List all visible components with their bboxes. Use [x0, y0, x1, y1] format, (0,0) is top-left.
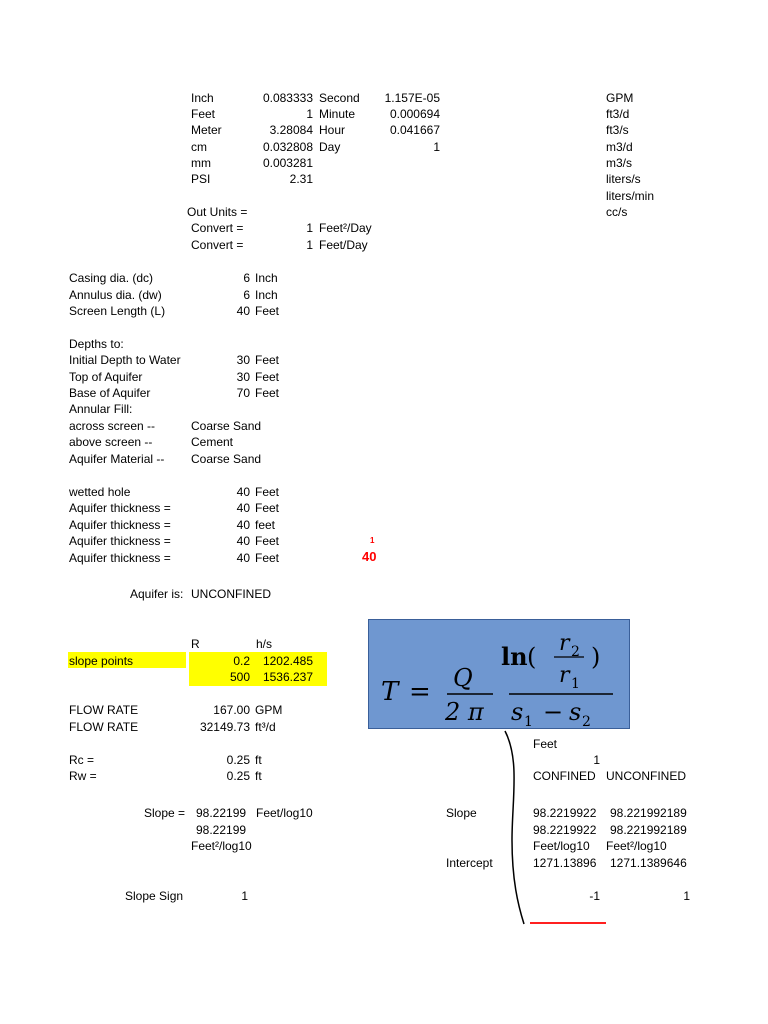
- red-flag-small: 1: [370, 536, 375, 545]
- base-aquifer-unit: Feet: [255, 386, 280, 400]
- thickness-unit: Feet: [255, 501, 280, 515]
- slope-unit-2: Feet²/log10: [191, 839, 252, 853]
- intercept-unconfined: 1271.1389646: [610, 856, 687, 870]
- flow-unit: m3/d: [606, 140, 633, 154]
- thickness-value: 40: [236, 551, 250, 565]
- time-unit: Day: [319, 140, 341, 154]
- time-unit: Hour: [319, 123, 346, 137]
- rw-label: Rw =: [69, 769, 97, 783]
- thickness-unit: Feet: [255, 534, 280, 548]
- svg-text:ln: ln: [501, 642, 528, 671]
- length-unit: PSI: [191, 172, 211, 186]
- slope-confined-2: 98.2219922: [533, 823, 597, 837]
- length-unit: Feet: [191, 107, 216, 121]
- col-unconfined-header: UNCONFINED: [606, 769, 686, 783]
- sign-confined: -1: [589, 889, 600, 903]
- flow-unit: ft3/d: [606, 107, 630, 121]
- base-aquifer-value: 70: [236, 386, 250, 400]
- red-thickness-value: 40: [362, 549, 377, 564]
- rc-unit: ft: [255, 753, 262, 767]
- across-screen-value: Coarse Sand: [191, 419, 262, 433]
- aquifer-material-value: Coarse Sand: [191, 452, 262, 466]
- initial-depth-label: Initial Depth to Water: [69, 353, 181, 367]
- slope-point-hs: 1536.237: [262, 670, 313, 684]
- length-factor: 1: [306, 107, 313, 121]
- thickness-label: Aquifer thickness =: [69, 551, 171, 565]
- time-unit: Minute: [319, 107, 356, 121]
- flow-rate-unit: ft³/d: [255, 720, 276, 734]
- annulus-unit: Inch: [255, 288, 278, 302]
- thickness-unit: Feet: [255, 551, 280, 565]
- red-underline-mark: [530, 922, 606, 924]
- length-unit: cm: [191, 140, 207, 154]
- flow-unit: liters/s: [606, 172, 641, 186]
- slope-points-label: slope points: [69, 654, 134, 668]
- time-factor: 1.157E-05: [384, 91, 440, 105]
- length-unit: Meter: [191, 123, 222, 137]
- intercept-confined: 1271.13896: [533, 856, 597, 870]
- slope-sign-label: Slope Sign: [125, 889, 184, 903]
- convert-label: Convert =: [191, 221, 244, 235]
- svg-text:−: −: [543, 698, 564, 726]
- sign-unconfined: 1: [683, 889, 690, 903]
- aquifer-type-value: UNCONFINED: [191, 587, 271, 601]
- depths-heading: Depths to:: [69, 337, 124, 351]
- screen-label: Screen Length (L): [69, 304, 166, 318]
- top-aquifer-unit: Feet: [255, 370, 280, 384]
- above-screen-label: above screen --: [69, 435, 153, 449]
- initial-depth-unit: Feet: [255, 353, 280, 367]
- convert-label: Convert =: [191, 238, 244, 252]
- slope-point-r: 500: [229, 670, 250, 684]
- unconfined-unit: Feet²/log10: [606, 839, 667, 853]
- thickness-label: Aquifer thickness =: [69, 518, 171, 532]
- svg-text:(: (: [527, 643, 537, 671]
- wetted-hole-label: wetted hole: [69, 485, 131, 499]
- flow-unit: GPM: [606, 91, 634, 105]
- wetted-hole-unit: Feet: [255, 485, 280, 499]
- intercept-label: Intercept: [446, 856, 493, 870]
- initial-depth-value: 30: [236, 353, 250, 367]
- top-aquifer-label: Top of Aquifer: [69, 370, 143, 384]
- length-unit: Inch: [191, 91, 214, 105]
- slope-unconfined: 98.221992189: [610, 806, 687, 820]
- svg-text:T: T: [381, 677, 399, 707]
- thickness-value: 40: [236, 501, 250, 515]
- flow-rate-label: FLOW RATE: [69, 720, 139, 734]
- rc-label: Rc =: [69, 753, 95, 767]
- svg-text:s: s: [569, 698, 582, 726]
- convert-value: 1: [306, 238, 313, 252]
- flow-unit: m3/s: [606, 156, 633, 170]
- length-factor: 0.083333: [262, 91, 313, 105]
- flow-rate-unit: GPM: [255, 703, 283, 717]
- across-screen-label: across screen --: [69, 419, 156, 433]
- svg-text:s: s: [511, 698, 524, 726]
- svg-text:2 π: 2 π: [445, 698, 484, 726]
- top-aquifer-value: 30: [236, 370, 250, 384]
- time-factor: 0.041667: [389, 123, 440, 137]
- slope-point-hs: 1202.485: [262, 654, 313, 668]
- out-units-label: Out Units =: [187, 205, 248, 219]
- rc-value: 0.25: [226, 753, 250, 767]
- results-unit-value: 1: [593, 753, 600, 767]
- casing-value: 6: [243, 271, 250, 285]
- flow-rate-value: 167.00: [213, 703, 250, 717]
- svg-text:): ): [591, 643, 601, 671]
- length-unit: mm: [191, 156, 211, 170]
- svg-text:=: =: [409, 677, 431, 707]
- thickness-label: Aquifer thickness =: [69, 534, 171, 548]
- time-factor: 1: [433, 140, 440, 154]
- screen-unit: Feet: [255, 304, 280, 318]
- slope-unconfined-2: 98.221992189: [610, 823, 687, 837]
- aquifer-material-label: Aquifer Material --: [69, 452, 165, 466]
- length-factor: 3.28084: [269, 123, 313, 137]
- thickness-label: Aquifer thickness =: [69, 501, 171, 515]
- wetted-hole-value: 40: [236, 485, 250, 499]
- screen-value: 40: [236, 304, 250, 318]
- slope-value: 98.22199: [196, 806, 247, 820]
- svg-text:2: 2: [571, 644, 580, 660]
- slope-value-2: 98.22199: [196, 823, 247, 837]
- slope-confined: 98.2219922: [533, 806, 597, 820]
- annular-fill-label: Annular Fill:: [69, 402, 133, 416]
- convert-unit: Feet²/Day: [319, 221, 372, 235]
- length-factor: 0.003281: [262, 156, 313, 170]
- slope-unit: Feet/log10: [256, 806, 313, 820]
- slope-label: Slope =: [144, 806, 186, 820]
- col-confined-header: CONFINED: [533, 769, 596, 783]
- col-hs-header: h/s: [256, 637, 273, 651]
- thickness-value: 40: [236, 534, 250, 548]
- casing-label: Casing dia. (dc): [69, 271, 154, 285]
- annulus-value: 6: [243, 288, 250, 302]
- svg-text:r: r: [559, 663, 570, 688]
- svg-text:2: 2: [582, 714, 591, 730]
- length-factor: 0.032808: [262, 140, 313, 154]
- aquifer-type-label: Aquifer is:: [130, 587, 184, 601]
- results-unit-label: Feet: [533, 737, 558, 751]
- col-r-header: R: [191, 637, 200, 651]
- confined-unit: Feet/log10: [533, 839, 590, 853]
- above-screen-value: Cement: [191, 435, 234, 449]
- thickness-value: 40: [236, 518, 250, 532]
- flow-unit: ft3/s: [606, 123, 629, 137]
- slope-sign-value: 1: [241, 889, 248, 903]
- length-factor: 2.31: [289, 172, 313, 186]
- convert-value: 1: [306, 221, 313, 235]
- convert-unit: Feet/Day: [319, 238, 368, 252]
- svg-text:r: r: [559, 631, 570, 656]
- svg-text:1: 1: [524, 714, 533, 730]
- time-factor: 0.000694: [389, 107, 440, 121]
- time-unit: Second: [319, 91, 360, 105]
- annulus-label: Annulus dia. (dw): [69, 288, 162, 302]
- rw-unit: ft: [255, 769, 262, 783]
- slope-point-r: 0.2: [233, 654, 250, 668]
- base-aquifer-label: Base of Aquifer: [69, 386, 151, 400]
- svg-text:Q: Q: [453, 664, 473, 692]
- rw-value: 0.25: [226, 769, 250, 783]
- results-slope-label: Slope: [446, 806, 477, 820]
- flow-rate-value: 32149.73: [199, 720, 250, 734]
- thickness-unit: feet: [255, 518, 276, 532]
- flow-unit: liters/min: [606, 189, 655, 203]
- flow-rate-label: FLOW RATE: [69, 703, 139, 717]
- casing-unit: Inch: [255, 271, 278, 285]
- svg-text:1: 1: [571, 676, 580, 692]
- flow-unit: cc/s: [606, 205, 628, 219]
